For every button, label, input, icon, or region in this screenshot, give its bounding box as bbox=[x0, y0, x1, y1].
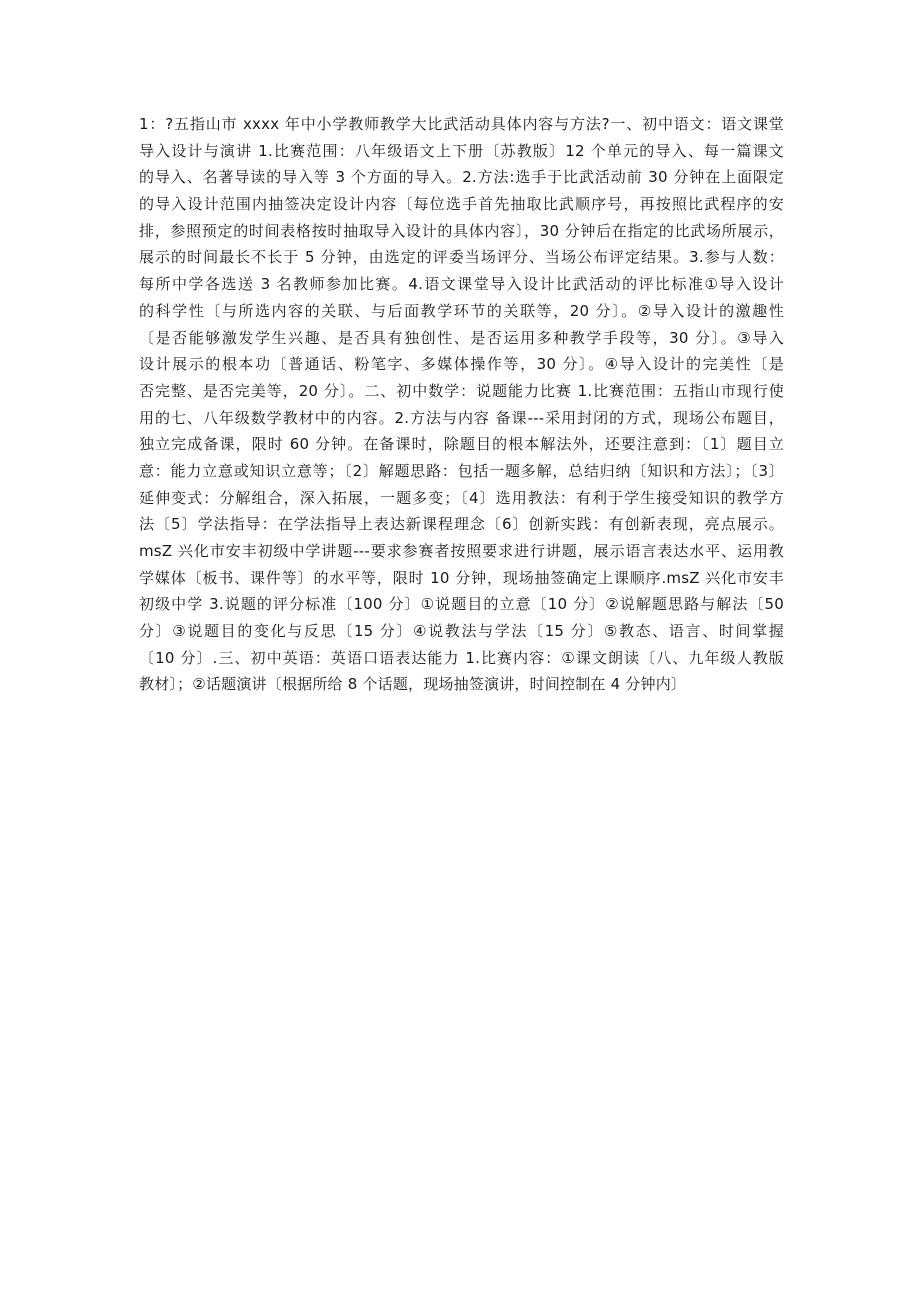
text-line: 初级中学 3.说题的评分标准〔100 分〕①说题目的立意〔10 分〕②说解题思路与解法〔50 bbox=[139, 595, 784, 614]
text-line: 每所中学各选送 3 名教师参加比赛。4.语文课堂导入设计比武活动的评比标准①导入设计 bbox=[139, 275, 784, 294]
text-line: 设计展示的根本功〔普通话、粉笔字、多媒体操作等，30 分〕。④导入设计的完美性〔是 bbox=[139, 355, 784, 374]
text-line: 教材〕；②话题演讲〔根据所给 8 个话题，现场抽签演讲，时间控制在 4 分钟内〕 bbox=[139, 675, 687, 694]
text-line: 的导入、名著导读的导入等 3 个方面的导入。2.方法:选手于比武活动前 30 分钟在上面限定 bbox=[139, 168, 784, 187]
text-line: 分〕③说题目的变化与反思〔15 分〕④说教法与学法〔15 分〕⑤教态、语言、时间掌握 bbox=[139, 622, 784, 641]
text-line: 1：?五指山市 xxxx 年中小学教师教学大比武活动具体内容与方法?一、初中语文：语文课堂 bbox=[139, 115, 784, 133]
text-line: 意：能力立意或知识立意等；〔2〕解题思路：包括一题多解，总结归纳〔知识和方法〕；〔3〕 bbox=[139, 461, 784, 480]
text-line: msZ 兴化市安丰初级中学讲题---要求参赛者按照要求进行讲题，展示语言表达水平、运用教 bbox=[139, 542, 784, 560]
text-line: 否完整、是否完美等，20 分〕。二、初中数学：说题能力比赛 1.比赛范围：五指山市现行使 bbox=[139, 381, 784, 400]
text-line: 独立完成备课，限时 60 分钟。在备课时，除题目的根本解法外，还要注意到：〔1〕题目立 bbox=[139, 435, 784, 454]
text-line: 展示的时间最长不长于 5 分钟，由选定的评委当场评分、当场公布评定结果。3.参与人数： bbox=[139, 248, 784, 267]
text-line: 法〔5〕学法指导：在学法指导上表达新课程理念〔6〕创新实践：有创新表现，亮点展示。 bbox=[139, 515, 784, 534]
text-line: 排，参照预定的时间表格按时抽取导入设计的具体内容〕，30 分钟后在指定的比武场所展示， bbox=[139, 221, 784, 240]
text-line: 延伸变式：分解组合，深入拓展，一题多变；〔4〕选用教法：有利于学生接受知识的教学方 bbox=[139, 488, 784, 507]
text-line: 学媒体〔板书、课件等〕的水平等，限时 10 分钟，现场抽签确定上课顺序.msZ 兴化市安丰 bbox=[139, 568, 784, 587]
text-line: 导入设计与演讲 1.比赛范围：八年级语文上下册〔苏教版〕12 个单元的导入、每一篇课文 bbox=[139, 141, 784, 160]
body-text bbox=[139, 111, 784, 698]
text-line: 〔10 分〕.三、初中英语：英语口语表达能力 1.比赛内容：①课文朗读〔八、九年级人教版 bbox=[139, 648, 784, 667]
text-line: 用的七、八年级数学教材中的内容。2.方法与内容 备课---采用封闭的方式，现场公布题目， bbox=[139, 408, 784, 427]
text-line: 的导入设计范围内抽签决定设计内容〔每位选手首先抽取比武顺序号，再按照比武程序的安 bbox=[139, 195, 784, 214]
text-line: 〔是否能够激发学生兴趣、是否具有独创性、是否运用多种教学手段等，30 分〕。③导入 bbox=[139, 328, 784, 347]
text-line: 的科学性〔与所选内容的关联、与后面教学环节的关联等，20 分〕。②导入设计的激趣性 bbox=[139, 301, 784, 320]
